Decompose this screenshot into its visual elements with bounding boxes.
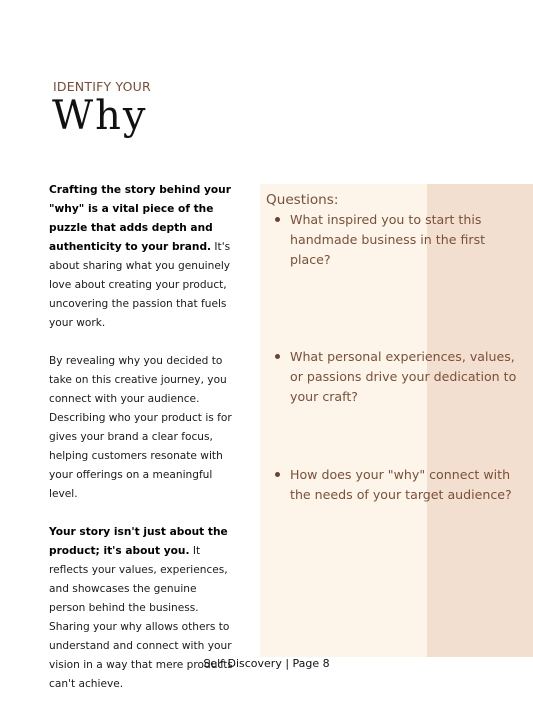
paragraph-1-lead: Crafting the story behind your "why" is a vital piece of the puzzle that adds depth and authenticity to your brand. [49,184,231,253]
body-text [49,181,234,713]
questions-section [266,190,528,502]
paragraph-1-text: It's about sharing what you genuinely love about creating your product, uncovering the passion that fuels your work. [49,241,231,329]
page-title: Why [52,93,148,139]
section-kicker: IDENTIFY YOUR [53,79,151,94]
paragraph-1 [49,181,234,333]
paragraph-2 [49,352,234,504]
page-footer: Self Discovery | Page 8 [203,657,330,670]
question-text: What personal experiences, values, or passions drive your dedication to your craft? [290,349,517,404]
paragraph-2-text: By revealing why you decided to take on this creative journey, you connect with your audience. Describing who your product is for gives your brand a clear focus, helping customers resonate with your offerings on a meaningful level. [49,355,232,500]
questions-title: Questions: [266,192,339,208]
question-text: What inspired you to start this handmade business in the first place? [290,212,486,267]
bullet-icon [275,472,280,477]
bullet-icon [275,354,280,359]
bullet-icon [275,217,280,222]
paragraph-3-lead: Your story isn't just about the product; it's about you. [49,526,228,557]
question-text: How does your "why" connect with the needs of your target audience? [290,467,512,502]
paragraph-3-text: It reflects your values, experiences, and showcases the genuine person behind the business. Sharing your why allows others to understand and connect with your vision in a way that mere products can't achieve. [49,545,233,690]
